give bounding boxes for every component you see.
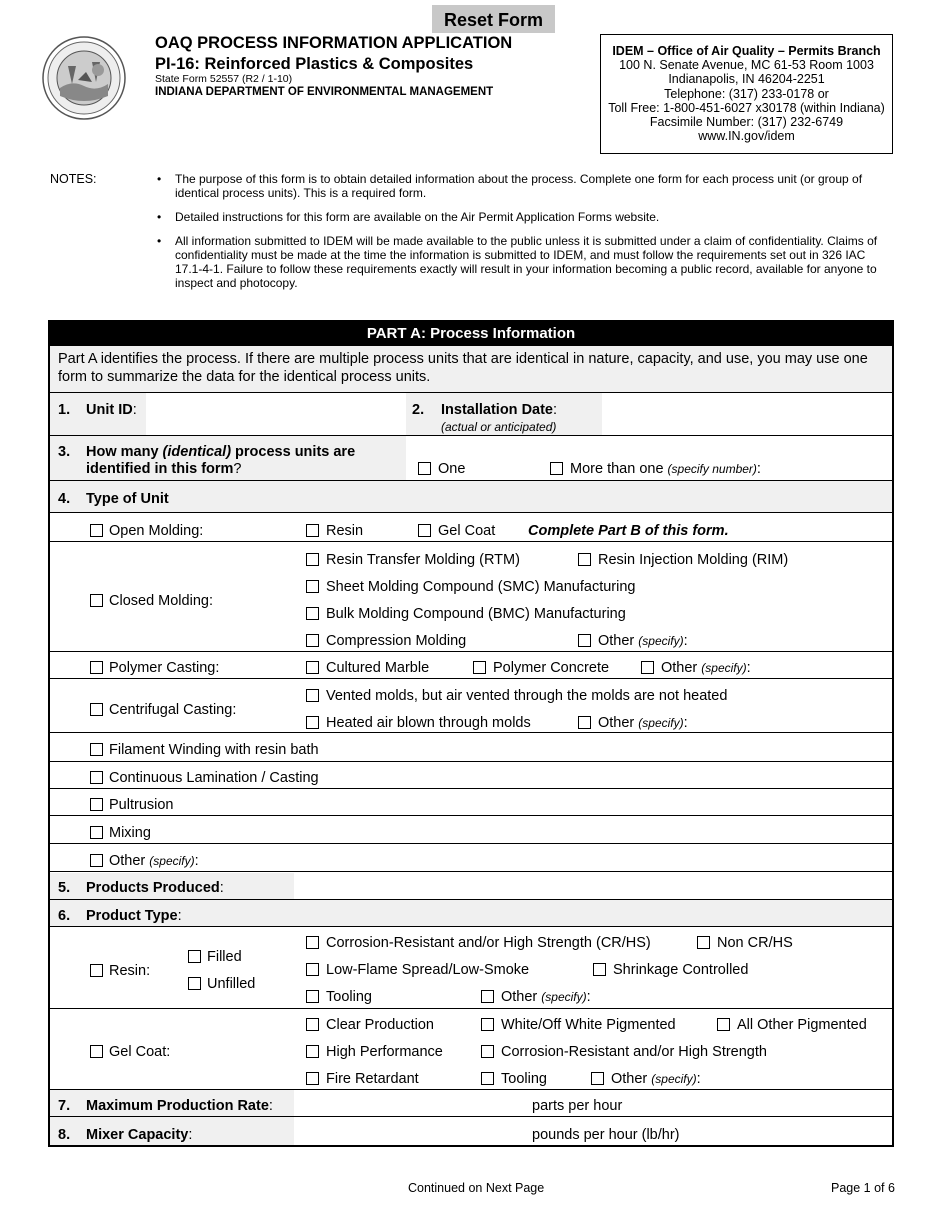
high-performance-checkbox[interactable] bbox=[306, 1045, 319, 1058]
q3-label-line2: identified in this form? bbox=[86, 461, 242, 477]
rtm-checkbox[interactable] bbox=[306, 553, 319, 566]
compression-molding-checkbox[interactable] bbox=[306, 634, 319, 647]
pultrusion-checkbox[interactable] bbox=[90, 798, 103, 811]
clear-production-checkbox[interactable] bbox=[306, 1018, 319, 1031]
pultrusion-label: Pultrusion bbox=[109, 797, 174, 813]
white-pigmented-checkbox[interactable] bbox=[481, 1018, 494, 1031]
vented-molds-checkbox[interactable] bbox=[306, 689, 319, 702]
clear-production-label: Clear Production bbox=[326, 1017, 434, 1033]
resin-other-checkbox[interactable] bbox=[481, 990, 494, 1003]
rim-label: Resin Injection Molding (RIM) bbox=[598, 552, 789, 568]
centrifugal-casting-label: Centrifugal Casting: bbox=[109, 702, 237, 718]
filament-winding-checkbox[interactable] bbox=[90, 743, 103, 756]
more-than-one-label: More than one (specify number): bbox=[570, 461, 761, 477]
non-crhs-label: Non CR/HS bbox=[717, 935, 793, 951]
cultured-marble-checkbox[interactable] bbox=[306, 661, 319, 674]
unfilled-label: Unfilled bbox=[207, 976, 256, 992]
gel-cr-hs-checkbox[interactable] bbox=[481, 1045, 494, 1058]
type-of-unit-label: Type of Unit bbox=[86, 491, 169, 507]
centrifugal-casting-checkbox[interactable] bbox=[90, 703, 103, 716]
type-other-checkbox[interactable] bbox=[90, 854, 103, 867]
gel-tooling-checkbox[interactable] bbox=[481, 1072, 494, 1085]
closed-molding-label: Closed Molding: bbox=[109, 593, 213, 609]
mixer-capacity-unit: pounds per hour (lb/hr) bbox=[532, 1127, 680, 1143]
polymer-other-label: Other (specify): bbox=[661, 660, 751, 676]
mixing-label: Mixing bbox=[109, 825, 151, 841]
filled-checkbox[interactable] bbox=[188, 950, 201, 963]
state-form-number: State Form 52557 (R2 / 1-10) bbox=[155, 73, 293, 85]
open-resin-checkbox[interactable] bbox=[306, 524, 319, 537]
low-flame-checkbox[interactable] bbox=[306, 963, 319, 976]
fire-retardant-checkbox[interactable] bbox=[306, 1072, 319, 1085]
resin-other-label: Other (specify): bbox=[501, 989, 591, 1005]
product-type-label: Product Type: bbox=[86, 908, 182, 924]
polymer-concrete-label: Polymer Concrete bbox=[493, 660, 610, 676]
part-a-header: PART A: Process Information bbox=[50, 322, 892, 346]
polymer-casting-checkbox[interactable] bbox=[90, 661, 103, 674]
one-unit-checkbox[interactable] bbox=[418, 462, 431, 475]
q5-number: 5. bbox=[58, 880, 71, 896]
indiana-state-seal bbox=[42, 36, 126, 120]
contact-address: 100 N. Senate Avenue, MC 61-53 Room 1003 bbox=[619, 58, 874, 73]
gel-other-label: Other (specify): bbox=[611, 1071, 701, 1087]
white-pigmented-label: White/Off White Pigmented bbox=[501, 1017, 676, 1033]
q3-number: 3. bbox=[58, 444, 71, 460]
resin-tooling-checkbox[interactable] bbox=[306, 990, 319, 1003]
note-item: • The purpose of this form is to obtain detailed information about the process. Complete one form for each process unit (or group of identical process units). This is a required form. bbox=[157, 172, 863, 200]
page-number: Page 1 of 6 bbox=[831, 1181, 895, 1195]
note-item: • All information submitted to IDEM will be made available to the public unless it is submitted under a claim of confidentiality. Claims of confidentiality must be made at the time the information is submitted to IDEM, and must follow the requirements set out in 326 IAC 17.1-4-1. Failure to follow these requirements exactly will result in your information becoming a public record, available for anyone to inspect and photocopy. bbox=[157, 234, 878, 290]
heated-air-label: Heated air blown through molds bbox=[326, 715, 531, 731]
form-subtitle: PI-16: Reinforced Plastics & Composites bbox=[155, 55, 474, 73]
mixing-checkbox[interactable] bbox=[90, 826, 103, 839]
contact-fax: Facsimile Number: (317) 232-6749 bbox=[649, 115, 844, 130]
q4-number: 4. bbox=[58, 491, 71, 507]
gel-tooling-label: Tooling bbox=[501, 1071, 547, 1087]
filament-winding-label: Filament Winding with resin bath bbox=[109, 742, 319, 758]
unit-id-label: Unit ID: bbox=[86, 402, 137, 418]
shrinkage-checkbox[interactable] bbox=[593, 963, 606, 976]
type-other-label: Other (specify): bbox=[109, 853, 199, 869]
one-unit-label: One bbox=[438, 461, 466, 477]
open-molding-label: Open Molding: bbox=[109, 523, 204, 539]
unit-id-field[interactable] bbox=[148, 394, 404, 434]
contact-office: IDEM – Office of Air Quality – Permits Branch bbox=[612, 44, 881, 58]
part-a-intro: Part A identifies the process. If there are multiple process units that are identical in nature, capacity, and use, you may use one form to summarize the data for the identical process units. bbox=[58, 351, 868, 385]
high-performance-label: High Performance bbox=[326, 1044, 443, 1060]
bmc-checkbox[interactable] bbox=[306, 607, 319, 620]
installation-date-note: (actual or anticipated) bbox=[441, 420, 557, 434]
open-gel-coat-checkbox[interactable] bbox=[418, 524, 431, 537]
compression-molding-label: Compression Molding bbox=[326, 633, 467, 649]
continued-note: Continued on Next Page bbox=[408, 1181, 545, 1195]
polymer-other-checkbox[interactable] bbox=[641, 661, 654, 674]
contact-box bbox=[600, 34, 893, 154]
all-other-pigmented-label: All Other Pigmented bbox=[737, 1017, 867, 1033]
shrinkage-label: Shrinkage Controlled bbox=[613, 962, 749, 978]
gel-cr-hs-label: Corrosion-Resistant and/or High Strength bbox=[501, 1044, 767, 1060]
open-resin-label: Resin bbox=[326, 523, 364, 539]
form-title: OAQ PROCESS INFORMATION APPLICATION bbox=[155, 34, 513, 52]
centrifugal-other-label: Other (specify): bbox=[598, 715, 688, 731]
unfilled-checkbox[interactable] bbox=[188, 977, 201, 990]
part-a-form bbox=[48, 320, 894, 1147]
max-production-rate-unit: parts per hour bbox=[532, 1098, 623, 1114]
q2-number: 2. bbox=[412, 402, 425, 418]
crhs-checkbox[interactable] bbox=[306, 936, 319, 949]
bmc-label: Bulk Molding Compound (BMC) Manufacturing bbox=[326, 606, 626, 622]
more-than-one-checkbox[interactable] bbox=[550, 462, 563, 475]
max-production-rate-field[interactable] bbox=[296, 1090, 526, 1115]
fire-retardant-label: Fire Retardant bbox=[326, 1071, 419, 1087]
closed-molding-checkbox[interactable] bbox=[90, 594, 103, 607]
resin-type-label: Resin: bbox=[109, 963, 151, 979]
resin-type-checkbox[interactable] bbox=[90, 964, 103, 977]
open-gel-coat-label: Gel Coat bbox=[438, 523, 496, 539]
smc-label: Sheet Molding Compound (SMC) Manufacturing bbox=[326, 579, 636, 595]
q7-number: 7. bbox=[58, 1098, 71, 1114]
gel-other-checkbox[interactable] bbox=[591, 1072, 604, 1085]
mixer-capacity-label: Mixer Capacity: bbox=[86, 1127, 193, 1143]
cultured-marble-label: Cultured Marble bbox=[326, 660, 430, 676]
products-produced-field[interactable] bbox=[296, 873, 890, 898]
closed-other-checkbox[interactable] bbox=[578, 634, 591, 647]
low-flame-label: Low-Flame Spread/Low-Smoke bbox=[326, 962, 530, 978]
vented-molds-label: Vented molds, but air vented through the molds are not heated bbox=[326, 688, 728, 704]
q6-number: 6. bbox=[58, 908, 71, 924]
non-crhs-checkbox[interactable] bbox=[697, 936, 710, 949]
contact-tollfree: Toll Free: 1-800-451-6027 x30178 (within Indiana) bbox=[608, 100, 885, 115]
q3-label-line1: How many (identical) process units are bbox=[86, 444, 356, 460]
complete-part-b-note: Complete Part B of this form. bbox=[528, 523, 729, 539]
contact-website[interactable]: www.IN.gov/idem bbox=[698, 129, 795, 144]
open-molding-checkbox[interactable] bbox=[90, 524, 103, 537]
continuous-lamination-label: Continuous Lamination / Casting bbox=[109, 770, 319, 786]
continuous-lamination-checkbox[interactable] bbox=[90, 771, 103, 784]
q1-number: 1. bbox=[58, 402, 71, 418]
crhs-label: Corrosion-Resistant and/or High Strength (CR/HS) bbox=[326, 935, 651, 951]
smc-checkbox[interactable] bbox=[306, 580, 319, 593]
contact-city: Indianapolis, IN 46204-2251 bbox=[668, 72, 825, 87]
installation-date-field[interactable] bbox=[604, 394, 890, 434]
filled-label: Filled bbox=[207, 949, 242, 965]
gel-coat-type-checkbox[interactable] bbox=[90, 1045, 103, 1058]
resin-tooling-label: Tooling bbox=[326, 989, 372, 1005]
polymer-casting-label: Polymer Casting: bbox=[109, 660, 220, 676]
max-production-rate-label: Maximum Production Rate: bbox=[86, 1098, 273, 1114]
mixer-capacity-field[interactable] bbox=[296, 1118, 526, 1144]
polymer-concrete-checkbox[interactable] bbox=[473, 661, 486, 674]
rim-checkbox[interactable] bbox=[578, 553, 591, 566]
q8-number: 8. bbox=[58, 1127, 71, 1143]
products-produced-label: Products Produced: bbox=[86, 880, 224, 896]
gel-coat-type-label: Gel Coat: bbox=[109, 1044, 171, 1060]
all-other-pigmented-checkbox[interactable] bbox=[717, 1018, 730, 1031]
installation-date-label: Installation Date: bbox=[441, 402, 558, 418]
centrifugal-other-checkbox[interactable] bbox=[578, 716, 591, 729]
reset-form-button[interactable]: Reset Form bbox=[432, 5, 555, 33]
contact-telephone: Telephone: (317) 233-0178 or bbox=[664, 86, 829, 101]
closed-other-label: Other (specify): bbox=[598, 633, 688, 649]
note-item: • Detailed instructions for this form are available on the Air Permit Application Forms website. bbox=[157, 210, 660, 224]
department-name: INDIANA DEPARTMENT OF ENVIRONMENTAL MANAGEMENT bbox=[155, 86, 494, 98]
rtm-label: Resin Transfer Molding (RTM) bbox=[326, 552, 520, 568]
heated-air-checkbox[interactable] bbox=[306, 716, 319, 729]
notes-label: NOTES: bbox=[50, 172, 97, 186]
